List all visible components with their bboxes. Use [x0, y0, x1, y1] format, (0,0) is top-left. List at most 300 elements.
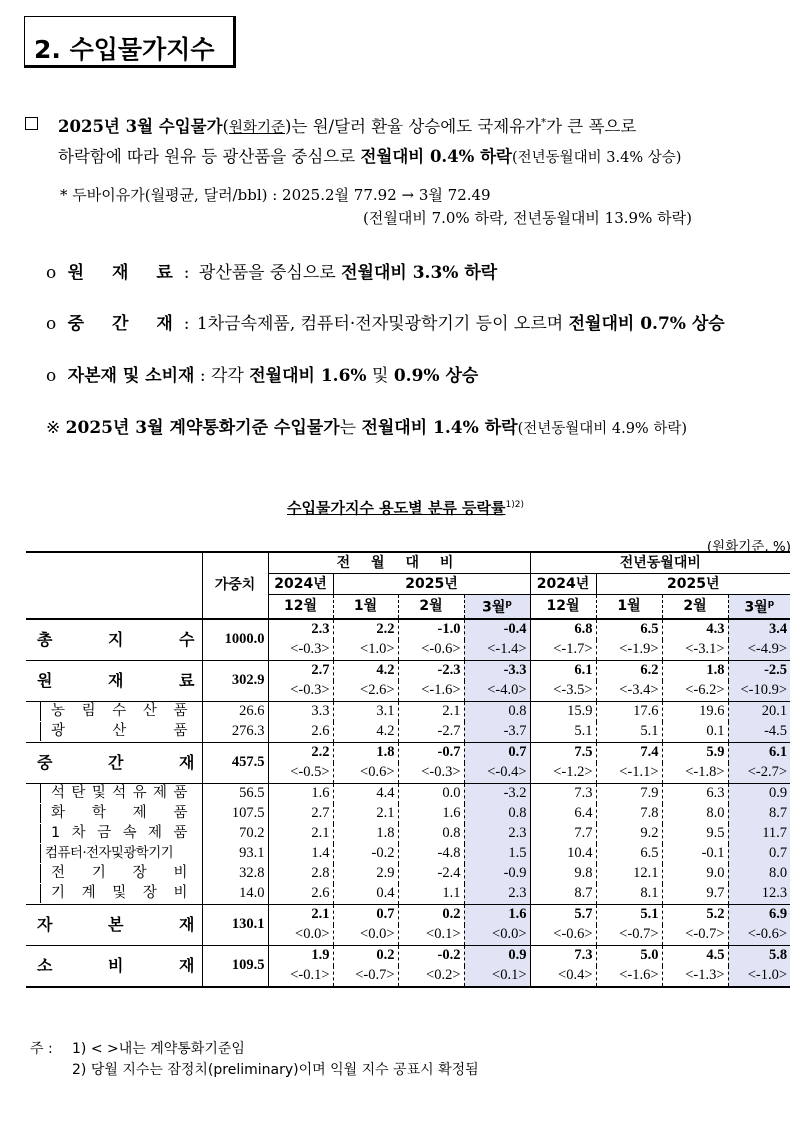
cell-contract: <-1.4> — [464, 640, 530, 661]
cell-contract: <-6.2> — [662, 681, 728, 702]
cell-value: 2.6 — [268, 722, 333, 743]
cell-contract: <-4.9> — [728, 640, 790, 661]
header-month — [268, 595, 333, 619]
name-char: 자 — [37, 915, 53, 935]
cell-value: 20.1 — [728, 701, 790, 722]
cell-contract: <0.6> — [333, 763, 398, 784]
name-char: 학 — [91, 805, 106, 822]
name-char: 수 — [112, 703, 127, 720]
cell-contract: <-1.6> — [596, 966, 662, 987]
cell-value: 1.5 — [464, 844, 530, 864]
cell-value: -0.4 — [464, 619, 530, 640]
header-year: 2024년 — [268, 574, 333, 595]
summary-text-2: 하락함에 따라 원유 등 광산품을 중심으로 — [58, 147, 361, 166]
price-index-table — [26, 551, 790, 988]
summary-line-1 — [58, 113, 636, 137]
bullet-text: 1차금속제품, 컴퓨터·전자및광학기기 등이 오르며 — [196, 314, 569, 334]
cell-value: 2.8 — [268, 864, 333, 884]
row-name-label — [29, 915, 199, 934]
header-weight: 가중치 — [202, 552, 268, 619]
bullet-emphasis-2: 0.9% 상승 — [393, 366, 479, 386]
table-row-sub — [26, 844, 790, 864]
header-year: 2024년 — [530, 574, 596, 595]
cell-value: 5.7 — [530, 904, 596, 925]
month-label: 3월 — [482, 599, 506, 616]
name-char: 장 — [132, 865, 147, 882]
cell-contract: <-1.3> — [662, 966, 728, 987]
cell-value: -2.7 — [398, 722, 464, 743]
cell-value: 5.0 — [596, 945, 662, 966]
table-row-major — [26, 904, 790, 925]
sub-row-name — [26, 722, 202, 743]
cell-contract: <-3.4> — [596, 681, 662, 702]
table-row-major — [26, 945, 790, 966]
name-char: 품 — [173, 785, 188, 802]
bullet-text-mid: 및 — [366, 366, 394, 386]
cell-value: 6.4 — [530, 804, 596, 824]
name-char: 본 — [108, 915, 124, 935]
header-month — [662, 595, 728, 619]
cell-contract: <-0.6> — [530, 925, 596, 946]
cell-contract: <-10.9> — [728, 681, 790, 702]
cell-contract: <-0.3> — [268, 640, 333, 661]
cell-value: 11.7 — [728, 824, 790, 844]
name-char: 원 — [37, 671, 53, 691]
cell-contract: <0.0> — [268, 925, 333, 946]
cell-value: 4.3 — [662, 619, 728, 640]
dubai-footnote: * 두바이유가(월평균, 달러/bbl) : 2025.2월 77.92 → 3월 72.49 — [60, 186, 491, 204]
table-row-major — [26, 742, 790, 763]
cell-value: 4.2 — [333, 660, 398, 681]
cell-value: 2.1 — [398, 701, 464, 722]
cell-value: 1.4 — [268, 844, 333, 864]
cell-value: 4.2 — [333, 722, 398, 743]
summary-text-end: 가 큰 폭으로 — [546, 117, 637, 136]
name-char: 산 — [112, 723, 127, 740]
name-char: 비 — [108, 956, 124, 976]
cell-value: 2.3 — [464, 824, 530, 844]
name-char: 림 — [81, 703, 96, 720]
cell-value: -2.4 — [398, 864, 464, 884]
sub-row-weight: 26.6 — [202, 701, 268, 722]
row-name — [26, 904, 202, 945]
sub-row-name — [26, 783, 202, 804]
row-name-label — [29, 671, 199, 690]
name-char: 계 — [81, 885, 96, 902]
cell-value: 9.2 — [596, 824, 662, 844]
bullet-text: 광산품을 중심으로 — [198, 263, 342, 283]
cell-value: 1.6 — [464, 904, 530, 925]
cell-contract: <-0.6> — [728, 925, 790, 946]
cell-value: 7.9 — [596, 783, 662, 804]
summary-line-2 — [58, 143, 681, 167]
name-char: 산 — [142, 703, 157, 720]
cell-contract: <0.1> — [398, 925, 464, 946]
name-char: 차 — [71, 825, 86, 842]
cell-value: -0.1 — [662, 844, 728, 864]
header-mom: 전 월 대 비 — [268, 552, 530, 574]
name-char: 재 — [108, 671, 124, 691]
checkbox-square-icon — [25, 117, 38, 130]
row-name — [26, 660, 202, 701]
cell-value: 0.7 — [728, 844, 790, 864]
name-char: 컴퓨터·전자및광학기기 — [45, 845, 174, 862]
cell-value: -0.7 — [398, 742, 464, 763]
bullet-label: 자본재 및 소비재 — [67, 366, 195, 386]
name-char: 간 — [108, 753, 124, 773]
row-name-label — [29, 956, 199, 975]
summary-paren: ( — [222, 117, 229, 136]
cell-value: -3.2 — [464, 783, 530, 804]
table-row-sub — [26, 864, 790, 884]
sub-name-label — [40, 804, 196, 823]
cell-value: -3.7 — [464, 722, 530, 743]
contract-currency-note — [46, 413, 687, 438]
cell-value: -3.3 — [464, 660, 530, 681]
cell-value: 7.8 — [596, 804, 662, 824]
cell-value: 2.3 — [268, 619, 333, 640]
row-name — [26, 619, 202, 661]
cell-value: 3.4 — [728, 619, 790, 640]
cell-value: 7.3 — [530, 783, 596, 804]
table-row-sub — [26, 884, 790, 905]
name-char: 및 — [112, 885, 127, 902]
name-char: 유 — [132, 785, 147, 802]
cell-value: 7.3 — [530, 945, 596, 966]
cell-value: 1.1 — [398, 884, 464, 905]
bullet-raw-materials — [46, 258, 497, 283]
name-char: 전 — [51, 865, 66, 882]
cell-value: -0.2 — [333, 844, 398, 864]
cell-value: 12.3 — [728, 884, 790, 905]
cell-contract: <-2.7> — [728, 763, 790, 784]
cell-value: -4.5 — [728, 722, 790, 743]
cell-contract: <-0.5> — [268, 763, 333, 784]
month-label: 1월 — [617, 597, 641, 614]
sub-row-name — [26, 824, 202, 844]
cell-value: -1.0 — [398, 619, 464, 640]
reference-mark: ※ — [46, 418, 61, 438]
row-name-label — [29, 630, 199, 649]
cell-value: 9.8 — [530, 864, 596, 884]
name-char: 재 — [179, 915, 195, 935]
sub-row-name — [26, 864, 202, 884]
cell-contract: <-1.1> — [596, 763, 662, 784]
preliminary-mark: p — [767, 599, 775, 609]
name-char: 총 — [37, 630, 53, 650]
row-name-label — [29, 753, 199, 772]
cell-value: 0.2 — [398, 904, 464, 925]
cell-value: 2.6 — [268, 884, 333, 905]
cell-value: 2.7 — [268, 660, 333, 681]
cell-value: 8.7 — [728, 804, 790, 824]
cell-value: 2.2 — [333, 619, 398, 640]
table-row-major — [26, 619, 790, 640]
cell-value: 6.5 — [596, 619, 662, 640]
cell-contract: <-1.0> — [728, 966, 790, 987]
cell-contract: <-3.1> — [662, 640, 728, 661]
sub-row-weight: 107.5 — [202, 804, 268, 824]
header-month — [596, 595, 662, 619]
cell-value: 4.4 — [333, 783, 398, 804]
sub-name-label — [40, 722, 196, 741]
cell-value: 5.1 — [596, 904, 662, 925]
cell-contract: <-1.6> — [398, 681, 464, 702]
name-char: 기 — [51, 885, 66, 902]
cell-value: 0.8 — [464, 701, 530, 722]
cell-value: 5.8 — [728, 945, 790, 966]
cell-value: 0.9 — [728, 783, 790, 804]
summary-headline: 2025년 3월 수입물가 — [58, 117, 223, 136]
bullet-marker: o — [46, 314, 57, 334]
name-char: 비 — [173, 865, 188, 882]
sub-row-name — [26, 701, 202, 722]
header-month — [464, 595, 530, 619]
cell-value: 12.1 — [596, 864, 662, 884]
cell-contract: <0.0> — [333, 925, 398, 946]
cell-contract: <-1.8> — [662, 763, 728, 784]
bullet-separator: : — [183, 263, 190, 283]
cell-contract: <-0.3> — [398, 763, 464, 784]
cell-contract: <-4.0> — [464, 681, 530, 702]
bullet-text: 각각 — [211, 366, 250, 386]
bullet-label: 원 재 료 — [67, 263, 184, 283]
cell-contract: <-0.7> — [662, 925, 728, 946]
cell-contract: <-0.1> — [268, 966, 333, 987]
cell-value: 2.3 — [464, 884, 530, 905]
cell-value: 17.6 — [596, 701, 662, 722]
cell-value: -4.8 — [398, 844, 464, 864]
cell-contract: <-1.2> — [530, 763, 596, 784]
cell-value: -2.3 — [398, 660, 464, 681]
name-char: 석 — [51, 785, 66, 802]
cell-contract: <0.0> — [464, 925, 530, 946]
cell-value: 1.9 — [268, 945, 333, 966]
name-char: 품 — [173, 703, 188, 720]
cell-value: 10.4 — [530, 844, 596, 864]
table-row-sub — [26, 783, 790, 804]
cell-contract: <0.4> — [530, 966, 596, 987]
cell-value: 1.8 — [333, 742, 398, 763]
table-row-major — [26, 660, 790, 681]
row-name — [26, 945, 202, 987]
bullet-label: 중 간 재 — [67, 314, 184, 334]
month-label: 3월 — [744, 599, 768, 616]
cell-value: 1.6 — [268, 783, 333, 804]
row-name — [26, 742, 202, 783]
cell-value: 7.7 — [530, 824, 596, 844]
bullet-capital-consumer — [46, 361, 478, 386]
row-weight: 1000.0 — [202, 619, 268, 661]
table-note-2: 2) 당월 지수는 잠정치(preliminary)이며 익월 지수 공표시 확정됨 — [72, 1062, 479, 1078]
sub-row-weight: 14.0 — [202, 884, 268, 905]
cell-contract: <-0.7> — [596, 925, 662, 946]
header-month — [530, 595, 596, 619]
sub-row-name — [26, 844, 202, 864]
sub-name-label — [40, 844, 196, 863]
name-char: 중 — [37, 753, 53, 773]
cell-contract: <-0.3> — [268, 681, 333, 702]
cell-value: 3.3 — [268, 701, 333, 722]
cell-value: 4.5 — [662, 945, 728, 966]
name-char: 석 — [112, 785, 127, 802]
cell-value: 6.8 — [530, 619, 596, 640]
table-title-text: 수입물가지수 용도별 분류 등락률 — [286, 499, 506, 517]
name-char: 제 — [132, 805, 147, 822]
cell-value: 15.9 — [530, 701, 596, 722]
contract-headline: 2025년 3월 계약통화기준 수입물가 — [65, 418, 340, 438]
cell-contract: <0.1> — [464, 966, 530, 987]
cell-value: 0.2 — [333, 945, 398, 966]
header-row-1 — [26, 552, 790, 574]
cell-contract: <-1.7> — [530, 640, 596, 661]
cell-value: 1.8 — [333, 824, 398, 844]
row-weight: 130.1 — [202, 904, 268, 945]
cell-value: 8.7 — [530, 884, 596, 905]
cell-value: 2.1 — [333, 804, 398, 824]
cell-value: 19.6 — [662, 701, 728, 722]
cell-value: 7.5 — [530, 742, 596, 763]
header-year: 2025년 — [596, 574, 790, 595]
bullet-emphasis: 전월대비 1.6% — [249, 366, 367, 386]
name-char: 재 — [179, 753, 195, 773]
table-row-sub — [26, 804, 790, 824]
table-title — [0, 497, 811, 518]
cell-contract: <-0.7> — [333, 966, 398, 987]
cell-value: 1.8 — [662, 660, 728, 681]
cell-value: 5.2 — [662, 904, 728, 925]
month-label: 12월 — [283, 597, 317, 614]
cell-value: 0.9 — [464, 945, 530, 966]
cell-value: 0.7 — [333, 904, 398, 925]
cell-value: 5.1 — [530, 722, 596, 743]
bullet-emphasis: 전월대비 0.7% 상승 — [568, 314, 725, 334]
cell-contract: <0.2> — [398, 966, 464, 987]
name-char: 품 — [173, 723, 188, 740]
cell-value: 2.1 — [268, 904, 333, 925]
header-month — [728, 595, 790, 619]
name-char: 광 — [51, 723, 66, 740]
summary-mom-change: 전월대비 0.4% 하락 — [360, 147, 512, 166]
cell-value: 0.8 — [464, 804, 530, 824]
section-title: 2. 수입물가지수 — [34, 35, 215, 64]
cell-value: 5.9 — [662, 742, 728, 763]
header-yoy: 전년동월대비 — [530, 552, 790, 574]
cell-value: 8.0 — [662, 804, 728, 824]
name-char: 재 — [179, 956, 195, 976]
sub-name-label — [40, 702, 196, 721]
table-notes-label: 주 : — [30, 1041, 53, 1057]
bullet-emphasis: 전월대비 3.3% 하락 — [341, 263, 498, 283]
bullet-marker: o — [46, 366, 57, 386]
bullet-intermediate — [46, 309, 725, 334]
sub-row-weight: 32.8 — [202, 864, 268, 884]
table-row-sub — [26, 722, 790, 743]
cell-contract: <-0.6> — [398, 640, 464, 661]
cell-value: 5.1 — [596, 722, 662, 743]
cell-value: 6.2 — [596, 660, 662, 681]
header-month — [398, 595, 464, 619]
name-char: 비 — [173, 885, 188, 902]
sub-row-weight: 93.1 — [202, 844, 268, 864]
preliminary-mark: p — [505, 599, 512, 609]
cell-value: -0.2 — [398, 945, 464, 966]
cell-value: 0.7 — [464, 742, 530, 763]
cell-value: 1.6 — [398, 804, 464, 824]
row-weight: 302.9 — [202, 660, 268, 701]
name-char: 제 — [148, 825, 163, 842]
name-char: 장 — [142, 885, 157, 902]
summary-text: )는 원/달러 환율 상승에도 국제유가 — [285, 117, 542, 136]
sub-name-label — [40, 864, 196, 883]
sub-row-weight: 276.3 — [202, 722, 268, 743]
name-char: 농 — [51, 703, 66, 720]
cell-value: 0.1 — [662, 722, 728, 743]
contract-text: 는 — [339, 418, 362, 438]
cell-value: 0.4 — [333, 884, 398, 905]
cell-value: 9.5 — [662, 824, 728, 844]
cell-value: 9.7 — [662, 884, 728, 905]
row-weight: 457.5 — [202, 742, 268, 783]
month-label: 12월 — [546, 597, 580, 614]
name-char: 품 — [173, 825, 188, 842]
bullet-marker: o — [46, 263, 57, 283]
month-label: 1월 — [353, 597, 378, 614]
table-unit: (원화기준, %) — [706, 539, 791, 555]
table-title-footnote: 1)2) — [505, 500, 524, 510]
name-char: 화 — [51, 805, 66, 822]
cell-value: 2.7 — [268, 804, 333, 824]
cell-value: -2.5 — [728, 660, 790, 681]
summary-yoy-change: (전년동월대비 3.4% 상승) — [511, 150, 682, 166]
table-row-sub — [26, 824, 790, 844]
cell-value: 6.5 — [596, 844, 662, 864]
cell-contract: <1.0> — [333, 640, 398, 661]
header-year: 2025년 — [333, 574, 530, 595]
cell-value: 8.0 — [728, 864, 790, 884]
sub-name-label — [40, 784, 196, 803]
bullet-separator: : — [199, 366, 206, 386]
row-weight: 109.5 — [202, 945, 268, 987]
header-month — [333, 595, 398, 619]
name-char: 료 — [179, 671, 195, 691]
sub-row-weight: 56.5 — [202, 783, 268, 804]
name-char: 제 — [153, 785, 168, 802]
footnote-star: * — [541, 117, 547, 129]
sub-name-label — [40, 824, 196, 843]
cell-value: 6.1 — [530, 660, 596, 681]
name-char: 지 — [108, 630, 124, 650]
cell-value: 6.3 — [662, 783, 728, 804]
cell-value: 3.1 — [333, 701, 398, 722]
contract-mom: 전월대비 1.4% 하락 — [361, 418, 518, 438]
bullet-separator: : — [183, 314, 190, 334]
dubai-footnote-detail: (전월대비 7.0% 하락, 전년동월대비 13.9% 하락) — [363, 209, 692, 227]
cell-value: -0.9 — [464, 864, 530, 884]
contract-yoy: (전년동월대비 4.9% 하락) — [517, 421, 687, 437]
header-blank — [26, 552, 202, 619]
cell-value: 7.4 — [596, 742, 662, 763]
summary-currency-basis: 원화기준 — [228, 120, 285, 136]
month-label: 2월 — [683, 597, 707, 614]
cell-value: 8.1 — [596, 884, 662, 905]
cell-contract: <-1.9> — [596, 640, 662, 661]
cell-contract: <-0.4> — [464, 763, 530, 784]
cell-value: 6.9 — [728, 904, 790, 925]
cell-contract: <2.6> — [333, 681, 398, 702]
sub-row-weight: 70.2 — [202, 824, 268, 844]
cell-value: 2.1 — [268, 824, 333, 844]
